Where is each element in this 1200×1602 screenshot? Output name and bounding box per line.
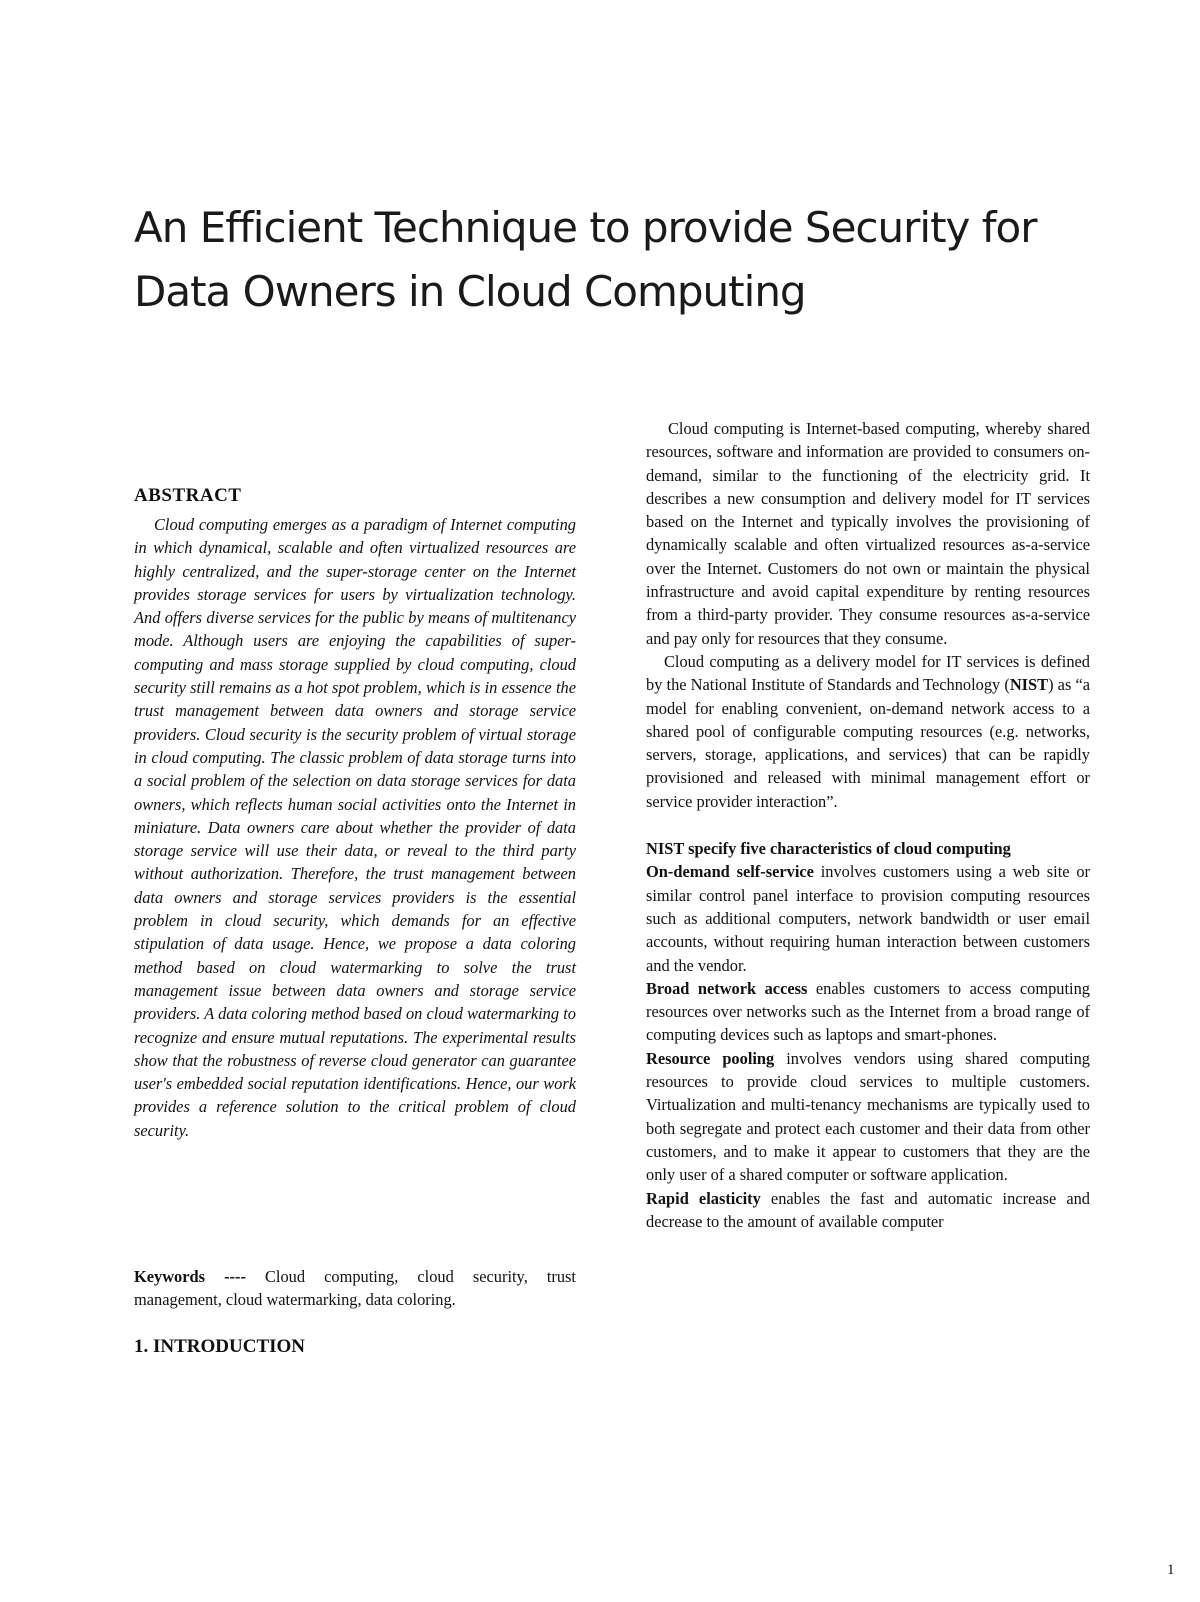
para2-after: ) as “a model for enabling convenient, on-demand network access to a shared pool of configurable computing resources (e.g. networks, servers, storage, applications, and services) that can be rapidly provisioned and released with minimal management effort or service provider interaction”.: [646, 675, 1091, 811]
intro-paragraph-1: Cloud computing is Internet-based computing, whereby shared resources, software and information are provided to consumers on-demand, similar to the functioning of the electricity grid. It describes a new consumption and delivery model for IT services based on the Internet and typically involves the provisioning of dynamically scalable and often virtualized resources as-a-service over the Internet. Customers do not own or maintain the physical infrastructure and avoid capital expenditure by renting resources from a third-party provider. They consume resources as-a-service and pay only for resources that they consume.: [646, 419, 1090, 648]
page-number: 1: [1167, 1562, 1175, 1578]
keywords-text: Cloud computing, cloud security, trust management, cloud watermarking, data coloring.: [134, 1267, 576, 1310]
paper-title: An Efficient Technique to provide Security for Data Owners in Cloud Computing: [134, 203, 1037, 316]
para2-before: Cloud computing as a delivery model for IT services is defined by the National Institute of Standards and Technology (: [646, 651, 1090, 695]
characteristic-paragraph: [646, 1187, 1090, 1234]
characteristic-text: involves customers using a web site or similar control panel interface to provision computing resources such as additional computers, network bandwidth or user email accounts, without requiring human interaction between customers and the vendor.: [646, 862, 1090, 975]
introduction-body: [646, 417, 1090, 1233]
abstract-text: Cloud computing emerges as a paradigm of Internet computing in which dynamical, scalable and often virtualized resources are highly centralized, and the super-storage center on the Internet provides storage services for users by virtualization technology. And offers diverse services for the public by means of multitenancy mode. Although users are enjoying the capabilities of super-computing and mass storage supplied by cloud computing, cloud security still remains as a hot spot problem, which is in essence the trust management between data owners and storage service providers. Cloud security is the security problem of virtual storage in cloud computing. The classic problem of data storage turns into a social problem of the selection on data storage services for data owners, which reflects human social activities onto the Internet in miniature. Data owners care about whether the provider of data storage service will use their data, or reveal to the third party without authorization. Therefore, the trust management between data owners and storage services providers is the essential problem in cloud security, which demands for an effective stipulation of data usage. Hence, we propose a data coloring method based on cloud watermarking to solve the trust management issue between data owners and storage service providers. A data coloring method based on cloud watermarking to recognize and ensure mutual reputations. The experimental results show that the robustness of reverse cloud generator can guarantee user's embedded social reputation identifications. Hence, our work provides a reference solution to the critical problem of cloud security.: [134, 515, 576, 1140]
characteristic-text: enables the fast and automatic increase and decrease to the amount of available computer: [646, 1188, 1091, 1231]
intro-paragraph-2: [646, 650, 1090, 813]
characteristic-paragraph: [646, 1047, 1090, 1187]
keywords-paragraph: [134, 1265, 576, 1312]
characteristic-term: Resource pooling: [646, 1048, 775, 1068]
nist-abbreviation: NIST: [1009, 675, 1049, 695]
characteristic-text: enables customers to access computing resources over networks such as the Internet from a broad range of computing devices such as laptops and smart-phones.: [646, 978, 1090, 1045]
characteristic-paragraph: [646, 860, 1090, 976]
abstract-heading: ABSTRACT: [134, 485, 242, 506]
characteristic-term: Rapid elasticity: [646, 1188, 761, 1208]
characteristic-term: Broad network access: [646, 978, 808, 998]
keywords-label: Keywords ----: [134, 1267, 246, 1286]
nist-characteristics-heading: NIST specify five characteristics of cloud computing: [646, 839, 1011, 859]
introduction-heading: 1. INTRODUCTION: [134, 1336, 306, 1357]
characteristic-term: On-demand self-service: [646, 862, 814, 882]
characteristic-text: involves vendors using shared computing resources to provide cloud services to multiple customers. Virtualization and multi-tenancy mechanisms are typically used to both segregate and protect each customer and their data from other customers, and to make it appear to customers that they are the only user of a shared computer or software application.: [646, 1048, 1091, 1185]
characteristic-paragraph: [646, 977, 1090, 1047]
